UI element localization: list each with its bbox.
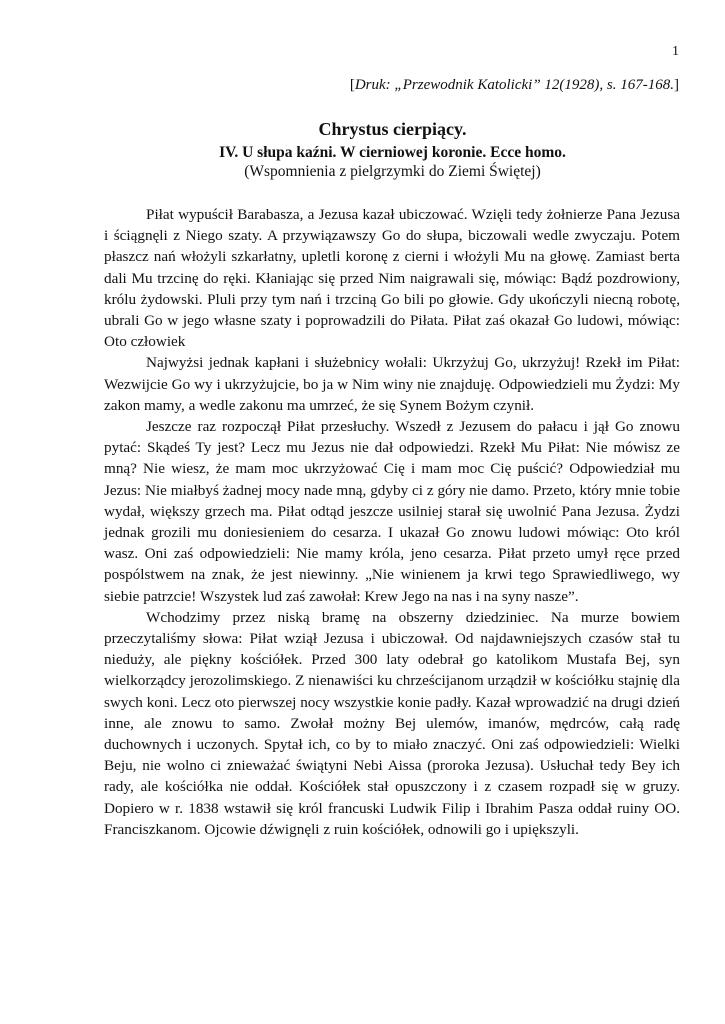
source-close-bracket: ] [674, 77, 679, 93]
source-text: Druk: „Przewodnik Katolicki” 12(1928), s. 167-168. [354, 77, 674, 93]
page-note: (Wspomnienia z pielgrzymki do Ziemi Świętej) [244, 163, 541, 180]
body-text [104, 204, 680, 840]
page-title: Chrystus cierpiący. [318, 119, 467, 139]
page-subtitle: IV. U słupa kaźni. W cierniowej koronie. Ecce homo. [219, 144, 566, 161]
source-citation [350, 76, 679, 94]
paragraph-1: Piłat wypuścił Barabasza, a Jezusa kazał ubiczować. Wzięli tedy żołnierze Pana Jezusa i ściągnęli z Niego szaty. A przywiązawszy Go do słupa, biczowali wedle zwyczaju. Potem płaszcz nań włożyli szkarłatny, upletli koronę z cierni i włożyli Mu na głowę. Zamiast berta dali Mu trzcinę do ręki. Kłaniając się przed Nim naigrawali się, mówiąc: Bądź pozdrowiony, królu żydowski. Pluli przy tym nań i trzciną Go bili po głowie. Gdy ukończyli niecną robotę, ubrali Go w jego własne szaty i poprowadzili do Piłata. Piłat zaś okazał Go ludowi, mówiąc: Oto człowiek [104, 206, 680, 351]
paragraph-3: Jeszcze raz rozpoczął Piłat przesłuchy. Wszedł z Jezusem do pałacu i jął Go znowu pytać: Skądeś Ty jest? Lecz mu Jezus nie dał odpowiedzi. Rzekł Mu Piłat: Nie mówisz ze mną? Nie wiesz, że mam moc ukrzyżować Cię i mam moc Cię puścić? Odpowiedział mu Jezus: Nie miałbyś żadnej mocy nade mną, gdyby ci z góry nie damo. Przeto, który mnie tobie wydał, większy grzech ma. Piłat odtąd jeszcze usilniej starał się uwolnić Pana Jezusa. Żydzi jednak grozili mu doniesieniem do cesarza. I ukazał Go znowu ludowi mówiąc: Oto król wasz. Oni zaś odpowiedzieli: Nie mamy króla, jeno cesarza. Piłat przeto umył ręce przed pospólstwem na znak, że jest niewinny. „Nie winienem ja krwi tego Sprawiedliwego, wy siebie patrzcie! Wszystek lud zaś zawołał: Krew Jego na nas i na syny nasze”. [104, 418, 680, 605]
page-number: 1 [672, 44, 679, 59]
source-open-bracket: [ [349, 77, 355, 93]
paragraph-4: Wchodzimy przez niską bramę na obszerny dziedziniec. Na murze bowiem przeczytaliśmy słowa: Piłat wziął Jezusa i ubiczował. Od najdawniejszych czasów stał tu nieduży, ale piękny kościółek. Przed 300 laty odebrał go katolikom Mustafa Bej, syn wielkorządcy jerozolimskiego. Z nienawiści ku chrześcijanom urządził w kościółku stajnię dla swych koni. Lecz oto pierwszej nocy wszystkie konie padły. Kazał wprowadzić na drugi dzień inne, ale znowu to samo. Zwołał możny Bej ulemów, imanów, mędrców, całą radę duchownych i uczonych. Spytał ich, co by to miało znaczyć. Oni zaś odpowiedzieli: Wielki Beju, nie wolno ci znieważać świątyni Nebi Aissa (proroka Jezusa). Usłuchał tedy Bey ich rady, ale kościółka nie oddał. Kościółek stał opuszczony i z czasem rozpadł się w gruzy. Dopiero w r. 1838 wstawił się król francuski Ludwik Filip i Ibrahim Pasza oddał ruiny OO. Franciszkanom. Ojcowie dźwignęli z ruin kościółek, odnowili go i upiększyli. [104, 608, 680, 838]
paragraph-2: Najwyżsi jednak kapłani i służebnicy wołali: Ukrzyżuj Go, ukrzyżuj! Rzekł im Piłat: Wezwijcie Go wy i ukrzyżujcie, bo ja w Nim winy nie znajduję. Odpowiedzieli mu Żydzi: My zakon mamy, a wedle zakonu ma umrzeć, że się Synem Bożym czynił. [104, 354, 680, 414]
